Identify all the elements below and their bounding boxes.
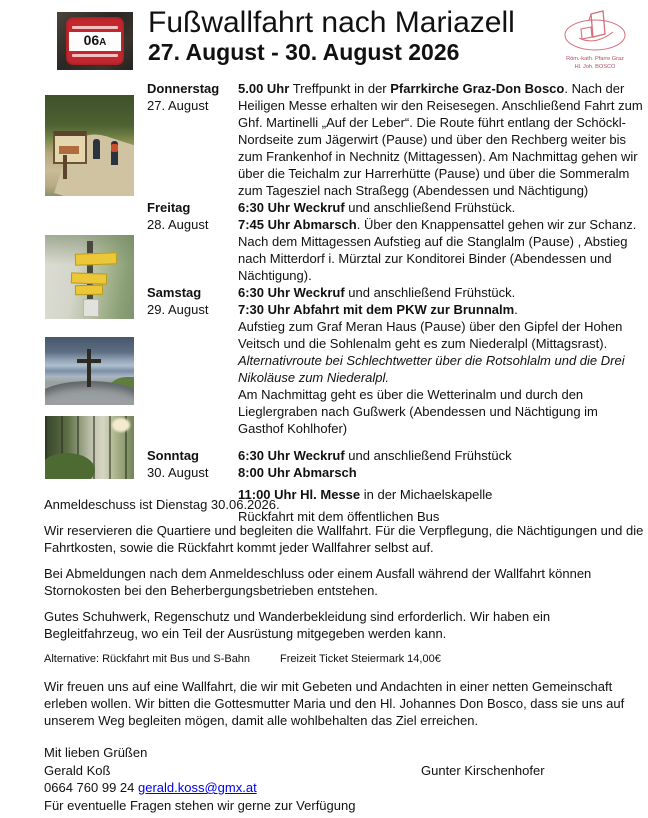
page-subtitle: 27. August - 30. August 2026 [148,39,460,65]
day-date: 30. August [147,465,209,480]
contact-line [44,779,644,797]
greeting: Mit lieben Grüßen [44,745,148,760]
photo-trail-hikers [45,95,134,196]
day-description [238,199,644,284]
notes-section [44,496,644,738]
schedule-paragraph: Am Nachmittag geht es über die Wetterinalm und durch den Lieglergraben nach Gußwerk (Abendessen und Nächtigung im Gasthof Kohlhofer) [238,387,598,436]
trail-marker-sign-icon [66,17,124,65]
email-link[interactable]: gerald.koss@gmx.at [138,780,257,795]
alternative-note: Alternative: Rückfahrt mit Bus und S-Bahn Freizeit Ticket Steiermark 14,00€ [44,653,441,665]
day-description [238,284,644,437]
day-description [238,80,644,199]
day-label [147,447,238,481]
schedule-paragraph: 6:30 Uhr Weckruf und anschließend Frühstück [238,448,512,463]
day-name: Samstag [147,285,202,300]
schedule-paragraph: Aufstieg zum Graf Meran Haus (Pause) über den Gipfel der Hohen Veitsch und die Sohlenalm geht es zum Niederalpl (Mittagsrast). [238,319,623,351]
marker-small-text-top [72,26,118,29]
schedule-paragraph: 7:45 Uhr Abmarsch. Über den Knappensattel gehen wir zur Schanz. Nach dem Mittagessen Aufstieg auf die Stanglalm (Pause) , Abstieg nach Mitterdorf i. Mürztal zur Konditorei Binder (Abendessen und Nächtigung). [238,217,637,283]
day-label [147,199,238,233]
parish-logo [549,8,641,74]
signpost-base [83,299,99,317]
yellow-sign [71,272,107,284]
schedule-paragraph: 6:30 Uhr Weckruf und anschließend Frühstück. [238,200,516,215]
closing-line: Für eventuelle Fragen stehen wir gerne zur Verfügung [44,797,356,813]
trail-marker-number: 06A [69,32,121,51]
summit-cross-icon [77,359,101,363]
schedule-paragraph: Alternativroute bei Schlechtwetter über die Rotsohlalm und die Drei Nikoläuse zum Niederalpl. [238,353,625,385]
foliage [45,453,95,479]
schedule-paragraph: 11:00 Uhr Hl. Messe in der Michaelskapelle [238,487,493,502]
note-paragraph: Wir freuen uns auf eine Wallfahrt, die wir mit Gebeten und Andachten in einer netten Gemeinschaft erleben wollen. Wir bitten die Gottesmutter Maria und den Hl. Johannes Don Bosco, dass sie uns auf unserem Weg begleiten mögen, damit alle wohlbehalten das Ziel erreichen. [44,679,625,728]
note-paragraph: Gutes Schuhwerk, Regenschutz und Wanderbekleidung sind erforderlich. Wir haben ein Begleitfahrzeug, wo ein Teil der Ausrüstung mitgegeben werden kann. [44,609,551,641]
yellow-sign [75,252,117,265]
day-date: 28. August [147,217,209,232]
day-name: Donnerstag [147,81,220,96]
day-date: 29. August [147,302,209,317]
yellow-sign [75,285,103,295]
signer-left: Gerald Koß [44,762,111,778]
day-date: 27. August [147,98,209,113]
note-paragraph: Bei Abmeldungen nach dem Anmeldeschluss oder einem Ausfall während der Wallfahrt können Stornokosten bei den Beherbergungsbetrieben entstehen. [44,566,592,598]
day-name: Freitag [147,200,191,215]
parish-name-line1: Röm.-kath. Pfarre Graz [566,56,624,62]
schedule-paragraph: 5.00 Uhr Treffpunkt in der Pfarrkirche Graz-Don Bosco. Nach der Heiligen Messe erhalten wir den Reisesegen. Anschließend Fahrt zum Ghf. Martinelli „Auf der Leber“. Die Route führt entlang der Schöckl-Nordseite zum Jägerwirt (Pause) und über den Rechberg weiter bis zum Frankenhof in Nechnitz (Mittagessen). Am Nachmittag gehen wir über die Teichalm zur Harrerhütte (Pause) und über die Sommeralm zum Tagesziel nach Straßegg (Abendessen und Nächtigung) [238,81,643,198]
sign-post [63,155,67,179]
church-icon [549,8,641,74]
hiker-figure [93,139,100,159]
wooden-sign-board [53,131,87,164]
schedule-day-row [147,199,646,284]
trail-marker-photo [57,12,133,70]
schedule-day-row [147,80,646,199]
photo-yellow-signposts [45,235,134,319]
parish-name-line2: Hl. Joh. BOSCO [574,64,616,70]
schedule-day-row [147,284,646,437]
note-paragraph: Wir reservieren die Quartiere und begleiten die Wallfahrt. Für die Verpflegung, die Nächtigungen und die Fahrtkosten, sowie die Rückfahrt kommt jeder Wallfahrer selbst auf. [44,523,644,555]
photo-summit-cross [45,337,134,405]
signer-right: Gunter Kirschenhofer [421,762,545,778]
note-paragraph: Anmeldeschuss ist Dienstag 30.06.2026. [44,497,280,512]
hiker-figure [111,141,118,165]
marker-small-text-bottom [72,54,118,57]
day-label [147,80,238,114]
page-title: Fußwallfahrt nach Mariazell [148,6,515,39]
schedule-paragraph: 8:00 Uhr Abmarsch [238,465,357,480]
schedule-paragraph: 6:30 Uhr Weckruf und anschließend Frühstück. [238,285,516,300]
day-name: Sonntag [147,448,199,463]
schedule [147,80,646,525]
schedule-paragraph: Rückfahrt mit dem öffentlichen Bus [238,509,440,524]
footer [44,744,644,814]
phone-number: 0664 760 99 24 [44,780,135,795]
day-label [147,284,238,318]
photo-forest [45,416,134,479]
schedule-paragraph: 7:30 Uhr Abfahrt mit dem PKW zur Brunnalm. [238,302,518,317]
signers-row [44,762,644,780]
summit-cross-icon [87,349,91,387]
light-glow [112,418,130,432]
